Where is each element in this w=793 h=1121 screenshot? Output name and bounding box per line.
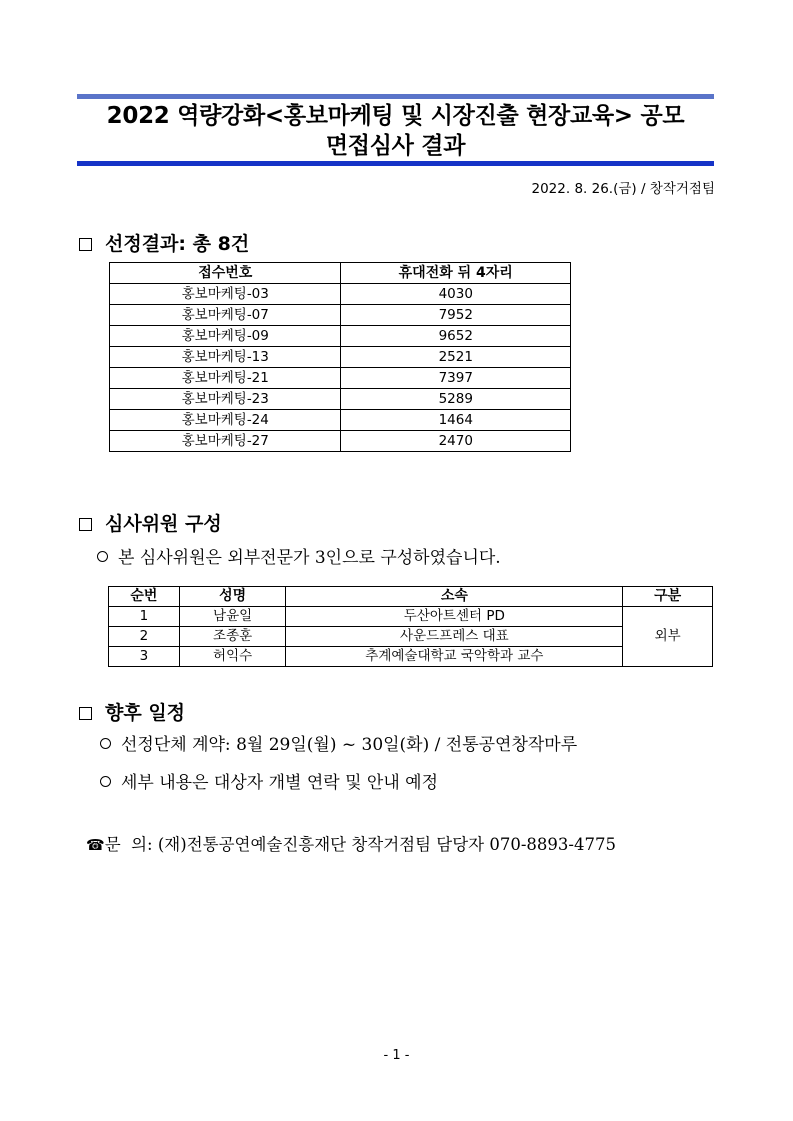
circle-bullet-icon xyxy=(100,738,111,749)
table-row xyxy=(110,368,571,389)
phone-last4-cell: 4030 xyxy=(341,284,571,305)
phone-last4-cell: 5289 xyxy=(341,389,571,410)
section-selection-heading xyxy=(79,232,249,256)
column-header-phone-last4: 휴대전화 뒤 4자리 xyxy=(341,263,571,284)
column-header-affiliation: 소속 xyxy=(286,587,623,607)
table-header-row xyxy=(109,587,713,607)
circle-bullet-icon xyxy=(100,776,111,787)
square-bullet-icon xyxy=(79,707,92,720)
phone-last4-cell: 7397 xyxy=(341,368,571,389)
committee-table xyxy=(108,586,713,667)
affiliation-cell: 두산아트센터 PD xyxy=(286,607,623,627)
square-bullet-icon xyxy=(79,518,92,531)
page-title-line2: 면접심사 결과 xyxy=(325,133,466,159)
receipt-number-cell: 홍보마케팅-24 xyxy=(110,410,341,431)
phone-last4-cell: 2521 xyxy=(341,347,571,368)
table-row xyxy=(110,389,571,410)
order-cell: 2 xyxy=(109,627,180,647)
category-cell: 외부 xyxy=(623,607,713,667)
schedule-item xyxy=(100,772,438,794)
receipt-number-cell: 홍보마케팅-23 xyxy=(110,389,341,410)
schedule-item-text: 세부 내용은 대상자 개별 연락 및 안내 예정 xyxy=(121,773,439,793)
phone-last4-cell: 2470 xyxy=(341,431,571,452)
receipt-number-cell: 홍보마케팅-13 xyxy=(110,347,341,368)
affiliation-cell: 사운드프레스 대표 xyxy=(286,627,623,647)
table-row xyxy=(110,284,571,305)
title-top-rule xyxy=(77,94,714,99)
document-date: 2022. 8. 26.(금) / 창작거점팀 xyxy=(531,181,715,197)
page-number: - 1 - xyxy=(383,1048,410,1063)
contact-text: (재)전통공연예술진흥재단 창작거점팀 담당자 070-8893-4775 xyxy=(157,835,616,854)
table-row xyxy=(110,326,571,347)
table-row xyxy=(110,347,571,368)
page-title-line1: 2022 역량강화<홍보마케팅 및 시장진출 현장교육> 공모 xyxy=(106,103,685,129)
section-committee-title: 심사위원 구성 xyxy=(105,513,222,535)
receipt-number-cell: 홍보마케팅-21 xyxy=(110,368,341,389)
contact-line xyxy=(86,834,616,856)
name-cell: 남윤일 xyxy=(179,607,286,627)
table-row xyxy=(110,410,571,431)
contact-label: 문 의: xyxy=(104,835,153,854)
title-bottom-rule xyxy=(77,161,714,166)
receipt-number-cell: 홍보마케팅-07 xyxy=(110,305,341,326)
phone-last4-cell: 7952 xyxy=(341,305,571,326)
selection-table xyxy=(109,262,571,452)
receipt-number-cell: 홍보마케팅-09 xyxy=(110,326,341,347)
name-cell: 조종훈 xyxy=(179,627,286,647)
phone-last4-cell: 9652 xyxy=(341,326,571,347)
column-header-name: 성명 xyxy=(179,587,286,607)
table-row xyxy=(110,305,571,326)
section-schedule-title: 향후 일정 xyxy=(105,702,186,724)
table-row xyxy=(109,647,713,667)
committee-note xyxy=(97,547,501,569)
order-cell: 3 xyxy=(109,647,180,667)
circle-bullet-icon xyxy=(97,551,108,562)
table-row xyxy=(109,607,713,627)
committee-note-text: 본 심사위원은 외부전문가 3인으로 구성하였습니다. xyxy=(118,548,501,568)
column-header-category: 구분 xyxy=(623,587,713,607)
column-header-receipt-number: 접수번호 xyxy=(110,263,341,284)
section-committee-heading xyxy=(79,512,222,536)
phone-last4-cell: 1464 xyxy=(341,410,571,431)
column-header-order: 순번 xyxy=(109,587,180,607)
section-selection-title: 선정결과: 총 8건 xyxy=(105,233,250,255)
receipt-number-cell: 홍보마케팅-27 xyxy=(110,431,341,452)
table-row xyxy=(109,627,713,647)
table-header-row xyxy=(110,263,571,284)
telephone-icon: ☎ xyxy=(86,836,105,854)
affiliation-cell: 추계예술대학교 국악학과 교수 xyxy=(286,647,623,667)
order-cell: 1 xyxy=(109,607,180,627)
name-cell: 허익수 xyxy=(179,647,286,667)
table-row xyxy=(110,431,571,452)
schedule-item xyxy=(100,734,577,756)
schedule-item-text: 선정단체 계약: 8월 29일(월) ~ 30일(화) / 전통공연창작마루 xyxy=(121,735,578,755)
receipt-number-cell: 홍보마케팅-03 xyxy=(110,284,341,305)
square-bullet-icon xyxy=(79,238,92,251)
section-schedule-heading xyxy=(79,701,185,725)
